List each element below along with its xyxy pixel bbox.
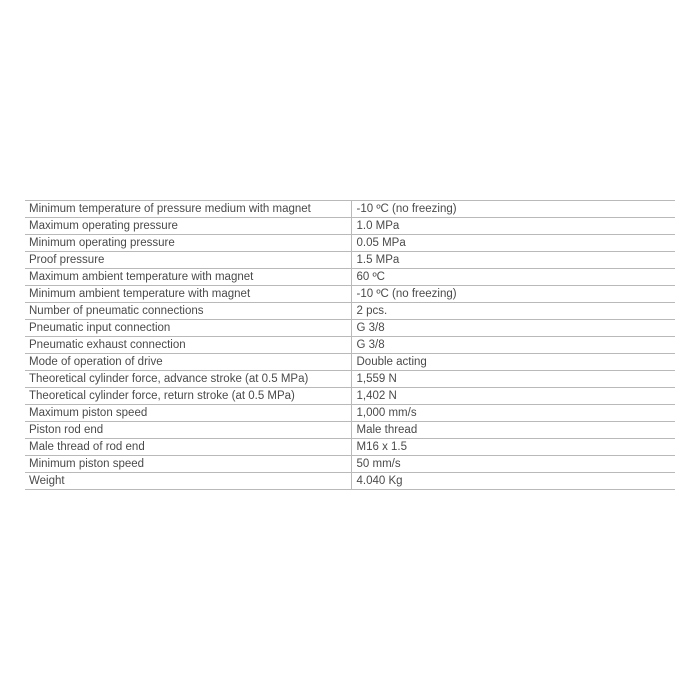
spec-label: Proof pressure xyxy=(25,252,351,269)
spec-label: Maximum piston speed xyxy=(25,405,351,422)
spec-value: 0.05 MPa xyxy=(356,237,406,249)
spec-value: G 3/8 xyxy=(356,339,385,351)
spec-label: Male thread of rod end xyxy=(25,439,351,456)
table-row xyxy=(25,337,675,354)
spec-label: Weight xyxy=(25,473,351,490)
table-row xyxy=(25,218,675,235)
table-row xyxy=(25,371,675,388)
spec-value: 1,402 N xyxy=(356,390,397,402)
spec-label: Pneumatic input connection xyxy=(25,320,351,337)
spec-value: 1,000 mm/s xyxy=(356,407,417,419)
spec-value: 4.040 Kg xyxy=(356,475,403,487)
table-row xyxy=(25,252,675,269)
spec-label: Pneumatic exhaust connection xyxy=(25,337,351,354)
table-row xyxy=(25,405,675,422)
table-row xyxy=(25,354,675,371)
spec-value: -10 ºC (no freezing) xyxy=(356,203,457,215)
spec-label: Maximum operating pressure xyxy=(25,218,351,235)
table-row xyxy=(25,201,675,218)
table-row xyxy=(25,269,675,286)
spec-label: Number of pneumatic connections xyxy=(25,303,351,320)
spec-label: Piston rod end xyxy=(25,422,351,439)
spec-value: 50 mm/s xyxy=(356,458,401,470)
spec-label: Minimum operating pressure xyxy=(25,235,351,252)
spec-label: Minimum piston speed xyxy=(25,456,351,473)
table-row xyxy=(25,320,675,337)
spec-value: -10 ºC (no freezing) xyxy=(356,288,457,300)
spec-value: G 3/8 xyxy=(356,322,385,334)
spec-value: 1.0 MPa xyxy=(356,220,400,232)
table-row xyxy=(25,388,675,405)
table-row xyxy=(25,235,675,252)
spec-value: 1.5 MPa xyxy=(356,254,400,266)
spec-value: Double acting xyxy=(356,356,427,368)
spec-label: Mode of operation of drive xyxy=(25,354,351,371)
spec-value: 2 pcs. xyxy=(356,305,388,317)
spec-label: Theoretical cylinder force, return stroke (at 0.5 MPa) xyxy=(25,388,351,405)
table-row xyxy=(25,473,675,490)
spec-label: Minimum ambient temperature with magnet xyxy=(25,286,351,303)
spec-value: 60 ºC xyxy=(356,271,385,283)
spec-label: Theoretical cylinder force, advance stroke (at 0.5 MPa) xyxy=(25,371,351,388)
table-row xyxy=(25,303,675,320)
spec-value: M16 x 1.5 xyxy=(356,441,407,453)
spec-label: Maximum ambient temperature with magnet xyxy=(25,269,351,286)
spec-label: Minimum temperature of pressure medium with magnet xyxy=(25,201,351,218)
table-row xyxy=(25,422,675,439)
table-row xyxy=(25,286,675,303)
spec-value: 1,559 N xyxy=(356,373,397,385)
table-row xyxy=(25,456,675,473)
spec-table xyxy=(25,200,675,490)
spec-value: Male thread xyxy=(356,424,418,436)
table-row xyxy=(25,439,675,456)
